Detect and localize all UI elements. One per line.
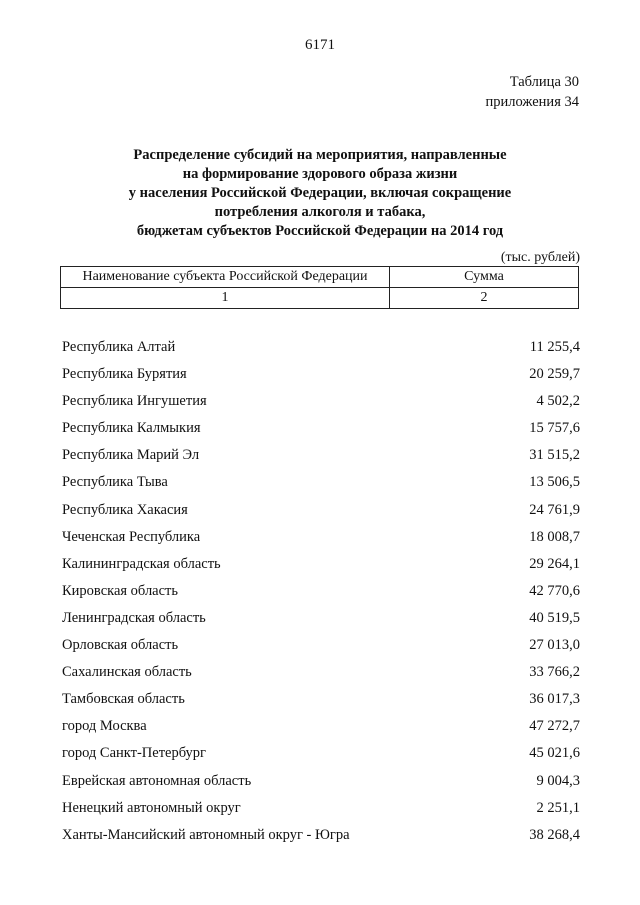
table-row: [62, 822, 580, 849]
title-line: Распределение субсидий на мероприятия, направленные: [133, 147, 507, 163]
header-row: [61, 267, 579, 288]
appendix-number: приложения 34: [485, 94, 579, 110]
table-row: [62, 605, 580, 632]
subsidy-amount: 31 515,2: [529, 447, 580, 464]
subsidy-amount: 40 519,5: [529, 609, 580, 626]
region-name: Сахалинская область: [62, 664, 192, 681]
subsidy-amount: 2 251,1: [536, 799, 580, 816]
subsidy-amount: 45 021,6: [529, 745, 580, 762]
region-name: Тамбовская область: [62, 691, 185, 708]
units-label: (тыс. рублей): [500, 250, 580, 265]
column-number-1: 1: [61, 288, 390, 309]
document-title: [60, 146, 580, 241]
table-row: [62, 388, 580, 415]
region-name: Республика Марий Эл: [62, 447, 200, 464]
region-name: Республика Бурятия: [62, 366, 187, 383]
table-row: [62, 361, 580, 388]
region-name: Еврейская автономная область: [62, 772, 252, 789]
region-name: Кировская область: [62, 582, 179, 599]
subsidy-amount: 36 017,3: [529, 691, 580, 708]
region-name: Калининградская область: [62, 555, 221, 572]
table-row: [62, 686, 580, 713]
table-row: [62, 659, 580, 686]
table-row: [62, 469, 580, 496]
table-row: [62, 768, 580, 795]
subsidy-amount: 29 264,1: [529, 555, 580, 572]
table-row: [62, 740, 580, 767]
subsidy-amount: 33 766,2: [529, 664, 580, 681]
table-row: [62, 524, 580, 551]
subsidy-amount: 4 502,2: [536, 393, 580, 410]
title-line: на формирование здорового образа жизни: [182, 166, 458, 182]
table-row: [62, 442, 580, 469]
title-line: потребления алкоголя и табака,: [214, 204, 426, 220]
subsidy-amount: 38 268,4: [529, 826, 580, 843]
subsidy-amount: 9 004,3: [536, 772, 580, 789]
region-name: Республика Тыва: [62, 474, 168, 491]
subsidy-amount: 27 013,0: [529, 637, 580, 654]
column-header-amount: Сумма: [390, 267, 579, 288]
table-row: [62, 497, 580, 524]
column-number-2: 2: [390, 288, 579, 309]
subsidy-amount: 20 259,7: [529, 366, 580, 383]
region-name: Республика Алтай: [62, 339, 176, 355]
subsidy-amount: 13 506,5: [529, 474, 580, 491]
region-name: город Москва: [62, 718, 147, 735]
table-number: Таблица 30: [509, 74, 579, 90]
region-name: Чеченская Республика: [62, 528, 201, 545]
table-row: [62, 632, 580, 659]
title-line: бюджетам субъектов Российской Федерации на 2014 год: [136, 223, 504, 239]
region-name: Ханты-Мансийский автономный округ - Югра: [62, 826, 350, 843]
table-body: [62, 334, 580, 849]
table-row: [62, 795, 580, 822]
region-name: Республика Калмыкия: [62, 420, 201, 437]
subsidy-amount: 24 761,9: [529, 501, 580, 518]
subsidy-amount: 11 255,4: [529, 339, 580, 355]
table-row: [62, 713, 580, 740]
region-name: Ненецкий автономный округ: [62, 799, 241, 816]
subsidy-amount: 42 770,6: [529, 582, 580, 599]
title-line: у населения Российской Федерации, включая сокращение: [128, 185, 512, 201]
subsidy-amount: 47 272,7: [529, 718, 580, 735]
table-row: [62, 551, 580, 578]
region-name: Ленинградская область: [62, 609, 206, 626]
region-name: город Санкт-Петербург: [62, 745, 207, 762]
table-reference: [486, 72, 579, 112]
page-number: 6171: [305, 37, 335, 53]
table-header: [60, 266, 579, 309]
column-header-region: Наименование субъекта Российской Федерации: [61, 267, 390, 288]
region-name: Орловская область: [62, 637, 179, 654]
column-number-row: [61, 288, 579, 309]
region-name: Республика Хакасия: [62, 501, 188, 518]
table-row: [62, 578, 580, 605]
subsidy-amount: 15 757,6: [529, 420, 580, 437]
table-row: [62, 415, 580, 442]
subsidy-amount: 18 008,7: [529, 528, 580, 545]
region-name: Республика Ингушетия: [62, 393, 207, 410]
table-row: [62, 334, 580, 361]
